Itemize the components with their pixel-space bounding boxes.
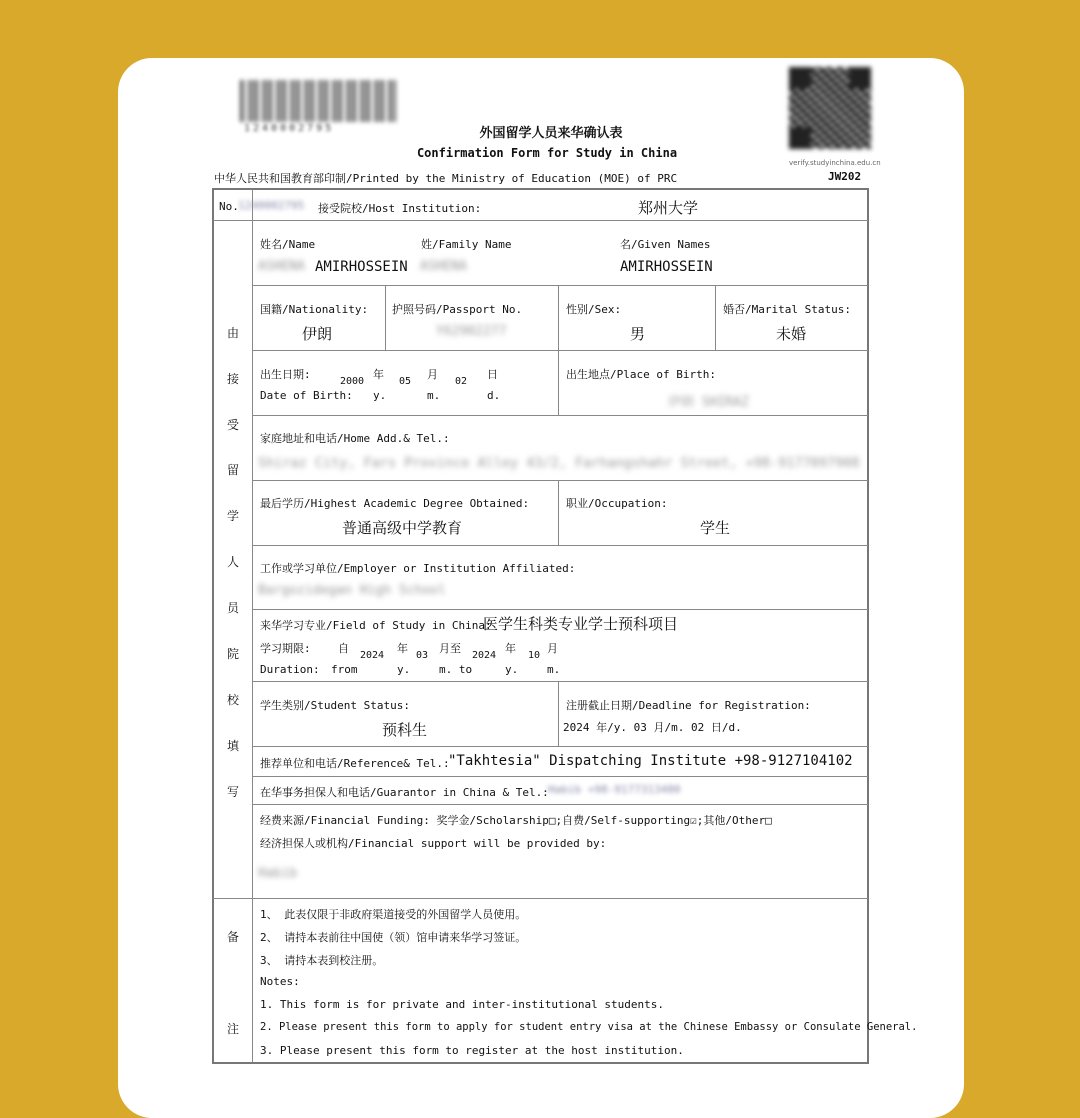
degree-value: 普通高级中学教育 xyxy=(342,519,463,537)
side-label-char: 填 xyxy=(226,739,239,753)
given-names-value: AMIRHOSSEIN xyxy=(620,259,713,275)
year-cn: 年 xyxy=(373,368,384,381)
row-divider xyxy=(252,545,868,546)
dob-label-en: Date of Birth: xyxy=(260,389,353,402)
occupation-label: 职业/Occupation: xyxy=(566,497,668,510)
note-cn-2: 2、 请持本表前往中国使（领）馆申请来华学习签证。 xyxy=(260,931,527,944)
sex-value: 男 xyxy=(630,325,646,343)
family-name-value: ASHENA xyxy=(420,259,467,274)
note-en-1: 1. This form is for private and inter-institutional students. xyxy=(260,998,664,1011)
side-label-char: 由 xyxy=(226,326,239,340)
sex-label: 性别/Sex: xyxy=(566,303,622,316)
guarantor-label: 在华事务担保人和电话/Guarantor in China & Tel.: xyxy=(260,786,549,799)
side-column-divider xyxy=(252,189,253,1063)
from-year-en: y. xyxy=(397,663,411,676)
dob-year: 2000 xyxy=(340,376,365,387)
form-title-cn: 外国留学人员来华确认表 xyxy=(479,126,623,141)
col-divider xyxy=(385,285,386,350)
col-divider xyxy=(558,285,559,415)
remarks-label-char: 备 xyxy=(226,930,239,944)
row-divider xyxy=(252,681,868,682)
note-cn-3: 3、 请持本表到校注册。 xyxy=(260,954,384,967)
passport-label: 护照号码/Passport No. xyxy=(392,303,523,316)
to-year: 2024 xyxy=(472,650,497,661)
row-divider xyxy=(252,609,868,610)
passport-value: Y62902277 xyxy=(436,324,507,339)
student-status-label: 学生类别/Student Status: xyxy=(260,699,410,712)
marital-status-value: 未婚 xyxy=(776,325,807,343)
financial-support-value: Habib xyxy=(258,866,298,881)
from-month: 03 xyxy=(416,650,429,661)
month-to-cn: 月至 xyxy=(439,642,461,655)
duration-label-cn: 学习期限: xyxy=(260,642,311,655)
name-value-redacted: ASHENA xyxy=(258,259,305,274)
field-of-study-label: 来华学习专业/Field of Study in China: xyxy=(260,619,492,632)
place-of-birth-value: 伊朗 SHIRAZ xyxy=(668,395,749,410)
family-name-label: 姓/Family Name xyxy=(421,238,512,251)
qr-caption: verify.studyinchina.edu.cn xyxy=(789,159,881,167)
side-label-char: 学 xyxy=(226,509,239,523)
from-year-cn: 年 xyxy=(397,642,408,655)
home-address-label: 家庭地址和电话/Home Add.& Tel.: xyxy=(260,432,450,445)
row-divider xyxy=(252,804,868,805)
row-divider xyxy=(213,898,868,899)
col-divider xyxy=(558,681,559,746)
given-names-label: 名/Given Names xyxy=(620,238,711,251)
nationality-label: 国籍/Nationality: xyxy=(260,303,369,316)
barcode-digits: 1240002795 xyxy=(244,123,335,134)
to-month: 10 xyxy=(528,650,541,661)
to-month-cn: 月 xyxy=(547,642,558,655)
side-label-char: 受 xyxy=(226,418,239,432)
from-year: 2024 xyxy=(360,650,385,661)
row-divider xyxy=(252,415,868,416)
financial-support-label: 经济担保人或机构/Financial support will be provided by: xyxy=(260,837,607,850)
to-month-en: m. xyxy=(547,663,561,676)
day-en: d. xyxy=(487,389,501,402)
guarantor-value: Habib +98-9177313480 xyxy=(548,783,681,796)
degree-label: 最后学历/Highest Academic Degree Obtained: xyxy=(260,497,530,510)
dob-label-cn: 出生日期: xyxy=(260,368,311,381)
note-en-3: 3. Please present this form to register at the host institution. xyxy=(260,1044,684,1057)
employer-value: Bargozidegan High School xyxy=(258,583,446,598)
row-divider xyxy=(252,480,868,481)
barcode xyxy=(240,80,396,122)
occupation-value: 学生 xyxy=(700,519,731,537)
deadline-label: 注册截止日期/Deadline for Registration: xyxy=(566,699,811,712)
from-en: from xyxy=(331,663,358,676)
to-year-cn: 年 xyxy=(505,642,516,655)
place-of-birth-label: 出生地点/Place of Birth: xyxy=(566,368,716,381)
month-en: m. xyxy=(427,389,441,402)
side-label-char: 校 xyxy=(226,693,239,707)
row-divider xyxy=(213,220,868,221)
host-institution-value: 郑州大学 xyxy=(638,199,699,217)
remarks-label-char: 注 xyxy=(226,1022,239,1036)
note-en-2: 2. Please present this form to apply for student entry visa at the Chinese Embassy or Consulate General. xyxy=(260,1021,918,1033)
host-institution-label: 接受院校/Host Institution: xyxy=(318,202,482,215)
side-label-char: 院 xyxy=(226,647,239,661)
day-cn: 日 xyxy=(487,368,498,381)
col-divider xyxy=(715,285,716,350)
row-divider xyxy=(252,285,868,286)
month-cn: 月 xyxy=(427,368,438,381)
name-value: AMIRHOSSEIN xyxy=(315,259,408,275)
student-status-value: 预科生 xyxy=(382,721,428,739)
printed-by: 中华人民共和国教育部印制/Printed by the Ministry of Education (MOE) of PRC xyxy=(214,172,678,185)
side-label-char: 写 xyxy=(226,785,239,799)
marital-status-label: 婚否/Marital Status: xyxy=(723,303,851,316)
form-code: JW202 xyxy=(828,170,862,183)
funding-label: 经费来源/Financial Funding: 奖学金/Scholarship□;自费/Self-supporting☑;其他/Other□ xyxy=(260,814,772,827)
deadline-value: 2024 年/y. 03 月/m. 02 日/d. xyxy=(563,721,742,734)
duration-label-en: Duration: xyxy=(260,663,320,676)
col-divider xyxy=(558,480,559,545)
from-cn: 自 xyxy=(338,642,349,655)
month-to-en: m. to xyxy=(439,663,473,676)
side-label-char: 员 xyxy=(226,601,239,615)
side-label-char: 人 xyxy=(226,555,239,569)
employer-label: 工作或学习单位/Employer or Institution Affiliated: xyxy=(260,562,576,575)
form-title-en: Confirmation Form for Study in China xyxy=(416,146,678,160)
notes-label: Notes: xyxy=(260,975,300,988)
name-label: 姓名/Name xyxy=(260,238,316,251)
side-label-char: 接 xyxy=(226,372,239,386)
side-label-char: 留 xyxy=(226,463,239,477)
home-address-value: Shiraz City, Fars Province Alley 43/2, Farhangshahr Street, +98-9177097908 xyxy=(258,455,860,471)
row-divider xyxy=(252,776,868,777)
row-divider xyxy=(252,746,868,747)
year-en: y. xyxy=(373,389,387,402)
to-year-en: y. xyxy=(505,663,519,676)
note-cn-1: 1、 此表仅限于非政府渠道接受的外国留学人员使用。 xyxy=(260,908,527,921)
no-label: No. xyxy=(219,200,239,213)
no-value: 1240002795 xyxy=(238,199,305,212)
row-divider xyxy=(252,350,868,351)
reference-value: "Takhtesia" Dispatching Institute +98-9127104102 xyxy=(448,753,853,769)
field-of-study-value: 医学生科类专业学士预科项目 xyxy=(483,615,679,633)
dob-day: 02 xyxy=(455,376,468,387)
dob-month: 05 xyxy=(399,376,412,387)
reference-label: 推荐单位和电话/Reference& Tel.: xyxy=(260,757,450,770)
nationality-value: 伊朗 xyxy=(302,325,333,343)
